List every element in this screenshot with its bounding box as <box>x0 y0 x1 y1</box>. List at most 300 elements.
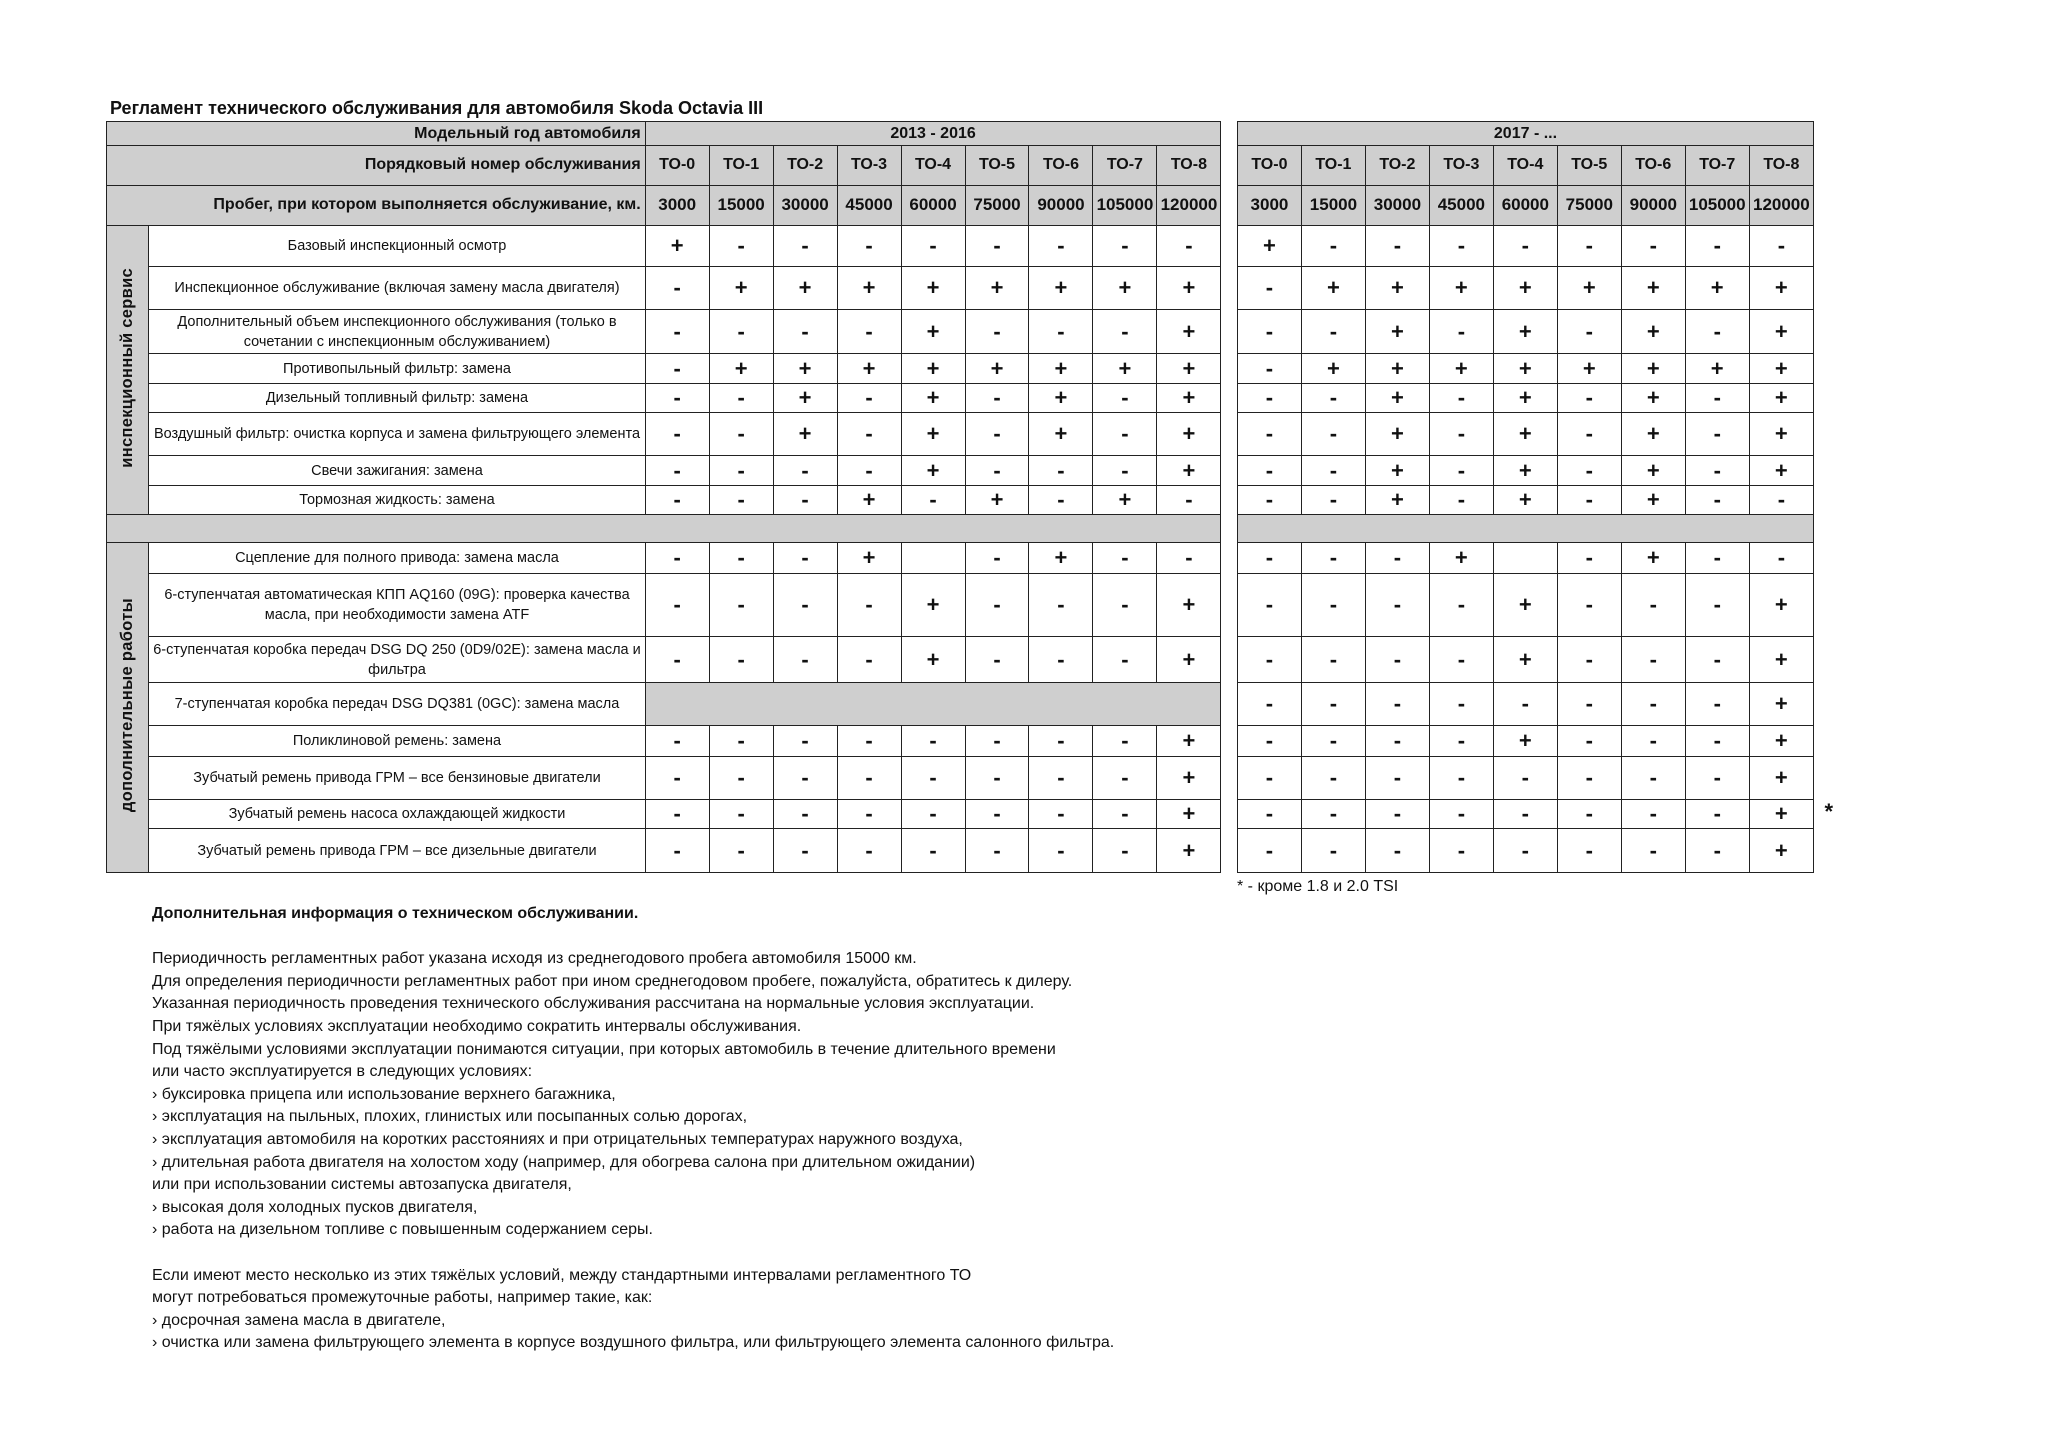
schedule-mark <box>1749 799 1833 829</box>
mileage-cell: 75000 <box>965 185 1029 225</box>
schedule-mark: - <box>1093 413 1157 456</box>
schedule-mark: - <box>1157 226 1221 266</box>
schedule-mark: - <box>1621 726 1685 756</box>
schedule-mark: - <box>1749 543 1813 573</box>
schedule-mark: + <box>1029 383 1093 412</box>
table-row <box>107 829 1814 873</box>
schedule-mark: - <box>901 756 965 799</box>
table-row <box>107 456 1814 485</box>
schedule-mark: - <box>1237 756 1301 799</box>
schedule-mark: - <box>645 726 709 756</box>
schedule-mark: + <box>901 266 965 309</box>
schedule-mark: + <box>1157 354 1221 383</box>
service-item-label: Поликлиновой ремень: замена <box>149 726 645 756</box>
table-row <box>107 756 1814 799</box>
schedule-mark: - <box>1621 573 1685 637</box>
table-row <box>107 226 1814 266</box>
mileage-cell: 60000 <box>1493 185 1557 225</box>
schedule-mark: - <box>773 829 837 873</box>
table-row <box>107 122 1814 146</box>
footnote: * - кроме 1.8 и 2.0 TSI <box>1237 878 1399 895</box>
service-number-cell: ТО-1 <box>1301 146 1365 185</box>
schedule-mark: - <box>1093 726 1157 756</box>
schedule-mark: + <box>1621 413 1685 456</box>
schedule-mark: + <box>1493 266 1557 309</box>
schedule-mark: + <box>1493 573 1557 637</box>
info-title: Дополнительная информация о техническом обслуживании. <box>152 905 639 922</box>
schedule-mark: - <box>773 543 837 573</box>
schedule-mark: - <box>709 413 773 456</box>
schedule-mark: - <box>1237 573 1301 637</box>
schedule-mark: - <box>1685 726 1749 756</box>
schedule-mark: - <box>1157 485 1221 514</box>
schedule-mark: - <box>1749 226 1813 266</box>
schedule-mark: + <box>1749 756 1813 799</box>
service-item-label: Воздушный фильтр: очистка корпуса и замена фильтрующего элемента <box>149 413 645 456</box>
table-row <box>107 413 1814 456</box>
schedule-mark: + <box>1029 413 1093 456</box>
mileage-cell: 30000 <box>1365 185 1429 225</box>
not-applicable-cell <box>645 682 1221 725</box>
column-gap <box>1221 456 1238 485</box>
schedule-mark: + <box>1365 383 1429 412</box>
schedule-mark: + <box>1557 266 1621 309</box>
schedule-mark: + <box>1157 413 1221 456</box>
schedule-mark: + <box>1557 354 1621 383</box>
schedule-mark: + <box>1493 309 1557 353</box>
schedule-mark: - <box>1493 800 1557 829</box>
schedule-mark: - <box>837 756 901 799</box>
schedule-mark: - <box>837 573 901 637</box>
schedule-mark: - <box>1237 829 1301 873</box>
schedule-mark: - <box>837 413 901 456</box>
service-number-cell: ТО-4 <box>1493 146 1557 185</box>
schedule-mark: + <box>1093 266 1157 309</box>
schedule-mark: - <box>1093 383 1157 412</box>
mileage-cell: 15000 <box>709 185 773 225</box>
schedule-mark: + <box>773 266 837 309</box>
mileage-cell: 3000 <box>645 185 709 225</box>
column-gap <box>1221 226 1238 266</box>
table-row <box>107 266 1814 309</box>
schedule-mark: - <box>1029 829 1093 873</box>
schedule-mark: + <box>1749 413 1813 456</box>
schedule-mark: + <box>1157 573 1221 637</box>
schedule-mark: - <box>1029 309 1093 353</box>
service-number-cell: ТО-0 <box>1237 146 1301 185</box>
schedule-mark: - <box>1093 800 1157 829</box>
schedule-mark: - <box>1557 829 1621 873</box>
schedule-mark: - <box>965 456 1029 485</box>
table-row <box>107 800 1814 829</box>
schedule-mark: + <box>1749 456 1813 485</box>
service-item-label: 7-ступенчатая коробка передач DSG DQ381 (0GC): замена масла <box>149 682 645 725</box>
schedule-mark: - <box>965 573 1029 637</box>
schedule-mark: - <box>645 413 709 456</box>
schedule-mark: + <box>1157 726 1221 756</box>
mileage-cell: 120000 <box>1749 185 1813 225</box>
schedule-mark: + <box>1621 309 1685 353</box>
info-line: или при использовании системы автозапуска двигателя, <box>152 1176 572 1194</box>
column-gap <box>1221 682 1238 725</box>
schedule-mark: - <box>709 226 773 266</box>
schedule-mark: - <box>1237 682 1301 725</box>
schedule-mark: + <box>1365 309 1429 353</box>
schedule-mark: + <box>1157 266 1221 309</box>
schedule-mark: - <box>1365 726 1429 756</box>
schedule-mark: + <box>837 543 901 573</box>
schedule-mark: - <box>1685 756 1749 799</box>
schedule-mark: - <box>837 829 901 873</box>
period-header-2017: 2017 - ... <box>1237 122 1813 146</box>
schedule-mark: - <box>1621 682 1685 725</box>
schedule-mark: - <box>1301 456 1365 485</box>
schedule-mark: - <box>965 413 1029 456</box>
schedule-mark <box>1493 543 1557 573</box>
schedule-mark: - <box>645 543 709 573</box>
schedule-mark: - <box>1429 413 1493 456</box>
schedule-mark: - <box>1429 456 1493 485</box>
schedule-mark: + <box>1301 266 1365 309</box>
schedule-mark <box>901 543 965 573</box>
schedule-mark: - <box>1557 226 1621 266</box>
service-number-cell: ТО-0 <box>645 146 709 185</box>
schedule-mark: + <box>1365 485 1429 514</box>
schedule-mark: + <box>1749 573 1813 637</box>
schedule-mark: - <box>1685 226 1749 266</box>
info-line: › работа на дизельном топливе с повышенным содержанием серы. <box>152 1221 653 1239</box>
column-gap <box>1221 122 1238 146</box>
info-paragraph-2 <box>152 1265 1114 1355</box>
service-item-label: Зубчатый ремень привода ГРМ – все дизельные двигатели <box>149 829 645 873</box>
schedule-mark: + <box>1493 413 1557 456</box>
info-line: › эксплуатация на пыльных, плохих, глинистых или посыпанных солью дорогах, <box>152 1108 748 1126</box>
schedule-mark: - <box>709 573 773 637</box>
schedule-mark: + <box>1621 354 1685 383</box>
schedule-mark: - <box>1685 383 1749 412</box>
mileage-cell: 90000 <box>1621 185 1685 225</box>
column-gap <box>1221 515 1238 543</box>
schedule-mark: + <box>837 266 901 309</box>
schedule-mark: - <box>837 637 901 682</box>
schedule-mark: + <box>1365 456 1429 485</box>
document-title: Регламент технического обслуживания для автомобиля Skoda Octavia III <box>110 98 764 118</box>
schedule-mark: - <box>837 309 901 353</box>
schedule-mark: - <box>1237 266 1301 309</box>
schedule-mark: - <box>837 226 901 266</box>
schedule-mark: - <box>1621 829 1685 873</box>
service-number-cell: ТО-2 <box>773 146 837 185</box>
info-line: могут потребоваться промежуточные работы, например такие, как: <box>152 1289 653 1307</box>
service-number-cell: ТО-2 <box>1365 146 1429 185</box>
schedule-mark: - <box>1557 726 1621 756</box>
schedule-mark: + <box>1365 413 1429 456</box>
info-line: › высокая доля холодных пусков двигателя, <box>152 1198 478 1216</box>
schedule-mark: - <box>645 800 709 829</box>
service-number-cell: ТО-6 <box>1621 146 1685 185</box>
schedule-mark: - <box>1237 456 1301 485</box>
info-line: При тяжёлых условиях эксплуатации необходимо сократить интервалы обслуживания. <box>152 1017 802 1035</box>
schedule-mark: - <box>1557 485 1621 514</box>
schedule-mark: - <box>901 829 965 873</box>
schedule-mark: + <box>1029 354 1093 383</box>
schedule-mark: - <box>1365 637 1429 682</box>
schedule-mark: - <box>1429 682 1493 725</box>
schedule-mark: - <box>1029 485 1093 514</box>
schedule-mark: + <box>1749 266 1813 309</box>
schedule-mark: - <box>645 309 709 353</box>
schedule-mark: + <box>1749 682 1813 725</box>
info-line: › досрочная замена масла в двигателе, <box>152 1311 446 1329</box>
column-gap <box>1221 756 1238 799</box>
table-row <box>107 515 1814 543</box>
schedule-mark: + <box>1157 756 1221 799</box>
column-gap <box>1221 185 1238 225</box>
schedule-mark: + <box>1093 485 1157 514</box>
schedule-mark: - <box>1093 756 1157 799</box>
schedule-mark: - <box>1093 573 1157 637</box>
schedule-mark: + <box>901 383 965 412</box>
schedule-mark: - <box>965 800 1029 829</box>
schedule-mark: - <box>709 543 773 573</box>
schedule-mark: - <box>1301 682 1365 725</box>
schedule-mark: + <box>1493 354 1557 383</box>
schedule-mark: - <box>901 226 965 266</box>
info-line: › очистка или замена фильтрующего элемента в корпусе воздушного фильтра, или фильтрующего элемента салонного фильтра. <box>152 1334 1115 1352</box>
schedule-mark: + <box>1621 383 1685 412</box>
service-item-label: Зубчатый ремень насоса охлаждающей жидкости <box>149 800 645 829</box>
schedule-mark: - <box>1493 756 1557 799</box>
schedule-mark: - <box>645 829 709 873</box>
info-line: › эксплуатация автомобиля на коротких расстояниях и при отрицательных температурах наружного воздуха, <box>152 1130 963 1148</box>
schedule-mark: + <box>1685 266 1749 309</box>
schedule-mark: - <box>965 543 1029 573</box>
schedule-mark: + <box>1093 354 1157 383</box>
schedule-mark: - <box>901 800 965 829</box>
schedule-mark: - <box>1237 309 1301 353</box>
table-row <box>107 543 1814 573</box>
schedule-mark: + <box>1749 354 1813 383</box>
schedule-mark: - <box>1093 309 1157 353</box>
service-number-cell: ТО-8 <box>1157 146 1221 185</box>
info-line: Под тяжёлыми условиями эксплуатации понимаются ситуации, при которых автомобиль в течение длительного времени <box>152 1040 1056 1058</box>
schedule-mark: - <box>1493 682 1557 725</box>
schedule-mark: + <box>1749 637 1813 682</box>
schedule-mark: - <box>1029 800 1093 829</box>
column-gap <box>1221 637 1238 682</box>
schedule-mark: - <box>901 726 965 756</box>
schedule-mark: - <box>1429 829 1493 873</box>
schedule-mark: + <box>1621 266 1685 309</box>
schedule-mark: + <box>773 413 837 456</box>
service-item-label: Свечи зажигания: замена <box>149 456 645 485</box>
service-number-cell: ТО-7 <box>1685 146 1749 185</box>
schedule-mark: - <box>1365 543 1429 573</box>
schedule-mark: + <box>1621 543 1685 573</box>
schedule-mark: - <box>773 726 837 756</box>
schedule-mark: - <box>1029 637 1093 682</box>
schedule-mark: - <box>1093 456 1157 485</box>
schedule-mark: - <box>1685 543 1749 573</box>
schedule-mark: - <box>1301 726 1365 756</box>
schedule-mark: + <box>1157 800 1221 829</box>
service-number-cell: ТО-3 <box>837 146 901 185</box>
schedule-mark: - <box>1621 226 1685 266</box>
schedule-mark: - <box>1365 226 1429 266</box>
schedule-mark: - <box>709 456 773 485</box>
schedule-mark: - <box>1237 543 1301 573</box>
schedule-mark: - <box>1301 637 1365 682</box>
schedule-mark: - <box>1685 456 1749 485</box>
column-gap <box>1221 485 1238 514</box>
schedule-mark: + <box>1685 354 1749 383</box>
column-gap <box>1221 800 1238 829</box>
schedule-mark: - <box>1237 383 1301 412</box>
schedule-mark: + <box>1237 226 1301 266</box>
schedule-mark: - <box>1429 383 1493 412</box>
table-row <box>107 354 1814 383</box>
schedule-mark: - <box>645 266 709 309</box>
schedule-mark: - <box>965 756 1029 799</box>
schedule-mark: + <box>1493 383 1557 412</box>
schedule-mark: - <box>1685 829 1749 873</box>
info-paragraph-1 <box>152 948 1114 1242</box>
schedule-mark: - <box>773 485 837 514</box>
schedule-mark: - <box>1365 573 1429 637</box>
table-row <box>107 185 1814 225</box>
schedule-mark: - <box>1157 543 1221 573</box>
schedule-mark: + <box>1493 485 1557 514</box>
schedule-mark: - <box>773 226 837 266</box>
schedule-mark: - <box>965 309 1029 353</box>
service-item-label: Зубчатый ремень привода ГРМ – все бензиновые двигатели <box>149 756 645 799</box>
schedule-mark: - <box>645 485 709 514</box>
schedule-mark: + <box>1429 543 1493 573</box>
schedule-mark: + <box>1621 485 1685 514</box>
schedule-mark: - <box>965 383 1029 412</box>
period-header-2013: 2013 - 2016 <box>645 122 1221 146</box>
schedule-mark: + <box>1749 309 1813 353</box>
schedule-mark: - <box>1685 682 1749 725</box>
schedule-mark: - <box>1029 226 1093 266</box>
schedule-mark: - <box>709 485 773 514</box>
schedule-mark: - <box>1301 485 1365 514</box>
schedule-mark: - <box>773 637 837 682</box>
mileage-cell: 45000 <box>837 185 901 225</box>
column-gap <box>1221 383 1238 412</box>
section-label-text: инспекционный сервис <box>118 267 137 468</box>
schedule-mark: - <box>1621 637 1685 682</box>
schedule-mark: - <box>1429 800 1493 829</box>
schedule-mark: + <box>1493 456 1557 485</box>
schedule-mark: + <box>1157 829 1221 873</box>
schedule-mark: + <box>1749 829 1813 873</box>
footnote-marker: * <box>1824 799 1833 825</box>
mileage-cell: 105000 <box>1093 185 1157 225</box>
schedule-mark: - <box>1429 756 1493 799</box>
section-label <box>107 543 149 873</box>
service-number-cell: ТО-6 <box>1029 146 1093 185</box>
mileage-cell: 60000 <box>901 185 965 225</box>
schedule-mark: - <box>645 573 709 637</box>
schedule-mark: + <box>965 266 1029 309</box>
schedule-mark: - <box>1237 637 1301 682</box>
info-line: Если имеют место несколько из этих тяжёлых условий, между стандартными интервалами регламентного ТО <box>152 1266 972 1284</box>
column-gap <box>1221 146 1238 185</box>
schedule-mark: - <box>1493 829 1557 873</box>
schedule-mark: - <box>1621 756 1685 799</box>
schedule-mark: - <box>1557 756 1621 799</box>
schedule-mark: + <box>1493 726 1557 756</box>
service-item-label: 6-ступенчатая коробка передач DSG DQ 250 (0D9/02E): замена масла и фильтра <box>149 637 645 682</box>
schedule-mark: - <box>1365 800 1429 829</box>
schedule-mark: - <box>1301 573 1365 637</box>
service-number-cell: ТО-7 <box>1093 146 1157 185</box>
info-line: Периодичность регламентных работ указана исходя из среднегодового пробега автомобиля 15000 км. <box>152 950 917 968</box>
schedule-mark: - <box>1429 309 1493 353</box>
schedule-mark: + <box>901 413 965 456</box>
schedule-mark: - <box>1301 829 1365 873</box>
schedule-mark: + <box>1157 637 1221 682</box>
section-separator <box>107 515 1221 543</box>
schedule-mark: - <box>1557 543 1621 573</box>
schedule-mark: + <box>901 309 965 353</box>
column-gap <box>1221 309 1238 353</box>
schedule-mark: - <box>1557 456 1621 485</box>
schedule-mark: - <box>709 829 773 873</box>
schedule-mark: - <box>1365 682 1429 725</box>
schedule-mark: - <box>1301 756 1365 799</box>
mileage-cell: 30000 <box>773 185 837 225</box>
schedule-mark: + <box>1301 354 1365 383</box>
service-number-cell: ТО-5 <box>1557 146 1621 185</box>
schedule-mark: - <box>1557 309 1621 353</box>
schedule-mark-text: + <box>1774 801 1788 827</box>
service-item-label: Противопыльный фильтр: замена <box>149 354 645 383</box>
schedule-mark: + <box>1621 456 1685 485</box>
schedule-mark: - <box>1493 226 1557 266</box>
schedule-mark: + <box>901 637 965 682</box>
schedule-mark: - <box>1685 800 1749 829</box>
schedule-mark: + <box>1493 637 1557 682</box>
schedule-mark: + <box>709 354 773 383</box>
schedule-mark: - <box>1365 756 1429 799</box>
schedule-mark: - <box>1429 226 1493 266</box>
schedule-mark: - <box>645 383 709 412</box>
schedule-mark: + <box>1429 266 1493 309</box>
table-row <box>107 682 1814 725</box>
info-line: › буксировка прицепа или использование верхнего багажника, <box>152 1085 616 1103</box>
info-line: Указанная периодичность проведения технического обслуживания рассчитана на нормальные условия эксплуатации. <box>152 995 1035 1013</box>
schedule-mark: + <box>1749 726 1813 756</box>
mileage-cell: 120000 <box>1157 185 1221 225</box>
schedule-mark: - <box>1685 637 1749 682</box>
schedule-mark: + <box>1365 354 1429 383</box>
schedule-mark: - <box>1029 456 1093 485</box>
table-row <box>107 146 1814 185</box>
schedule-mark: + <box>1365 266 1429 309</box>
schedule-mark: - <box>773 309 837 353</box>
mileage-cell: 3000 <box>1237 185 1301 225</box>
service-item-label: Дизельный топливный фильтр: замена <box>149 383 645 412</box>
mileage-cell: 45000 <box>1429 185 1493 225</box>
column-gap <box>1221 726 1238 756</box>
schedule-mark: - <box>1093 226 1157 266</box>
mileage-cell: 15000 <box>1301 185 1365 225</box>
mileage-label: Пробег, при котором выполняется обслуживание, км. <box>107 185 646 225</box>
schedule-mark: - <box>965 637 1029 682</box>
schedule-mark: - <box>1237 485 1301 514</box>
